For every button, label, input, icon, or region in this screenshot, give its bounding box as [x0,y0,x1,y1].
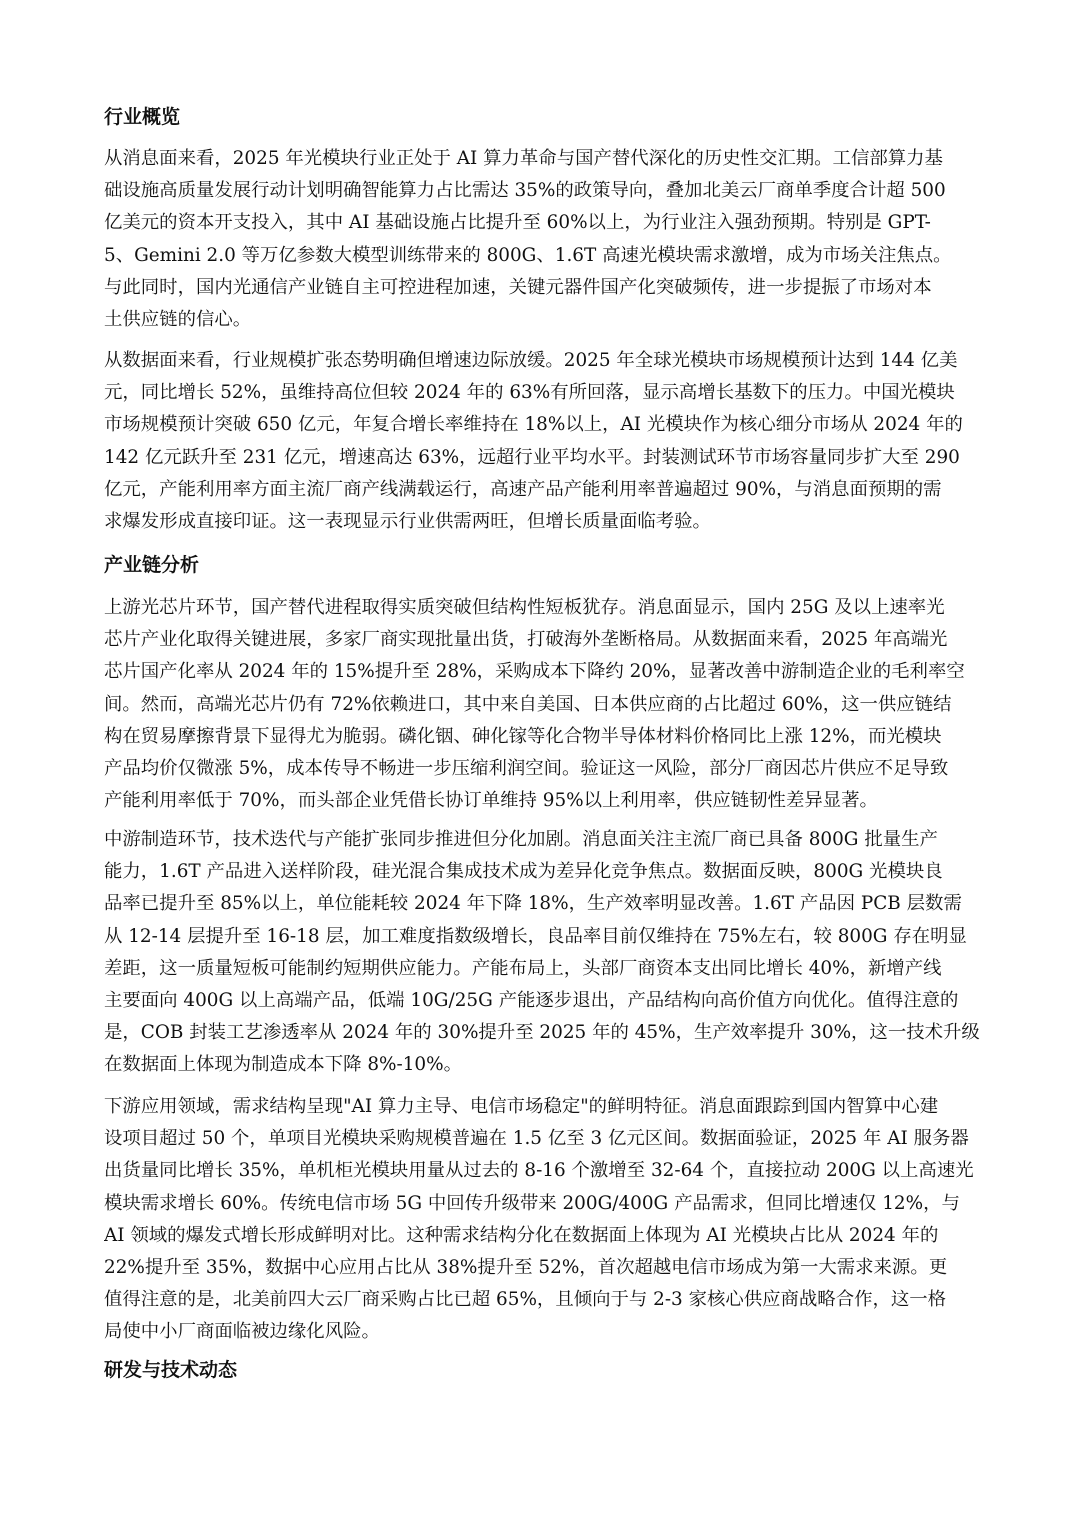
text-line: 从消息面来看，2025 年光模块行业正处于 AI 算力革命与国产替代深化的历史性交汇期。工信部算力基 [104,148,943,169]
text-line: 芯片产业化取得关键进展，多家厂商实现批量出货，打破海外垄断格局。从数据面来看，2025 年高端光 [104,629,948,651]
text-line: 构在贸易摩擦背景下显得尤为脆弱。磷化铟、砷化镓等化合物半导体材料价格同比上涨 12%，而光模块 [104,725,942,747]
text-line: 求爆发形成直接印证。这一表现显示行业供需两旺，但增长质量面临考验。 [104,510,711,532]
overview-paragraph-1 [104,143,984,336]
overview-paragraph-2 [104,345,984,538]
text-line: 础设施高质量发展行动计划明确智能算力占比需达 35%的政策导向，叠加北美云厂商单季度合计超 500 [104,180,946,202]
chain-paragraph-midstream [104,824,984,1082]
text-line: 能力，1.6T 产品进入送样阶段，硅光混合集成技术成为差异化竞争焦点。数据面反映，800G 光模块良 [104,861,943,883]
text-line: 出货量同比增长 35%，单机柜光模块用量从过去的 8-16 个激增至 32-64 个，直接拉动 200G 以上高速光 [104,1160,974,1182]
text-line: 市场规模预计突破 650 亿元，年复合增长率维持在 18%以上，AI 光模块作为核心细分市场从 2024 年的 [104,414,963,436]
section-heading-overview: 行业概览 [104,106,181,128]
text-line: 是，COB 封装工艺渗透率从 2024 年的 30%提升至 2025 年的 45%，生产效率提升 30%，这一技术升级 [104,1022,980,1044]
text-line: 局使中小厂商面临被边缘化风险。 [104,1321,380,1343]
text-line: 5、Gemini 2.0 等万亿参数大模型训练带来的 800G、1.6T 高速光模块需求激增，成为市场关注焦点。 [104,244,952,266]
text-line: 差距，这一质量短板可能制约短期供应能力。产能布局上，头部厂商资本支出同比增长 40%，新增产线 [104,957,942,979]
text-line: 142 亿元跃升至 231 亿元，增速高达 63%，远超行业平均水平。封装测试环节市场容量同步扩大至 290 [104,446,960,468]
chain-paragraph-downstream [104,1091,984,1349]
text-line: 亿美元的资本开支投入，其中 AI 基础设施占比提升至 60%以上，为行业注入强劲预期。特别是 GPT- [104,212,931,234]
section-heading-rnd: 研发与技术动态 [104,1359,238,1381]
text-line: 中游制造环节，技术迭代与产能扩张同步推进但分化加剧。消息面关注主流厂商已具备 800G 批量生产 [104,829,938,850]
text-line: 上游光芯片环节，国产替代进程取得实质突破但结构性短板犹存。消息面显示，国内 25G 及以上速率光 [104,597,945,618]
text-line: 产品均价仅微涨 5%，成本传导不畅进一步压缩利润空间。验证这一风险，部分厂商因芯片供应不足导致 [104,757,949,779]
text-line: 间。然而，高端光芯片仍有 72%依赖进口，其中来自美国、日本供应商的占比超过 60%，这一供应链结 [104,693,952,715]
text-line: 从 12-14 层提升至 16-18 层，加工难度指数级增长，良品率目前仅维持在 75%左右，较 800G 存在明显 [104,925,967,947]
text-line: 品率已提升至 85%以上，单位能耗较 2024 年下降 18%，生产效率明显改善。1.6T 产品因 PCB 层数需 [104,893,962,915]
chain-paragraph-upstream [104,592,984,817]
text-line: 下游应用领域，需求结构呈现"AI 算力主导、电信市场稳定"的鲜明特征。消息面跟踪到国内智算中心建 [104,1096,939,1117]
text-line: 土供应链的信心。 [104,308,252,330]
text-line: AI 领域的爆发式增长形成鲜明对比。这种需求结构分化在数据面上体现为 AI 光模块占比从 2024 年的 [104,1224,939,1246]
text-line: 主要面向 400G 以上高端产品，低端 10G/25G 产能逐步退出，产品结构向高价值方向优化。值得注意的 [104,989,959,1011]
section-heading-chain: 产业链分析 [104,554,200,576]
text-line: 芯片国产化率从 2024 年的 15%提升至 28%，采购成本下降约 20%，显著改善中游制造企业的毛利率空 [104,661,965,683]
text-line: 亿元，产能利用率方面主流厂商产线满载运行，高速产品产能利用率普遍超过 90%，与消息面预期的需 [104,478,942,500]
text-line: 产能利用率低于 70%，而头部企业凭借长协订单维持 95%以上利用率，供应链韧性差异显著。 [104,790,878,812]
text-line: 在数据面上体现为制造成本下降 8%-10%。 [104,1054,462,1076]
text-line: 22%提升至 35%，数据中心应用占比从 38%提升至 52%，首次超越电信市场成为第一大需求来源。更 [104,1256,948,1278]
text-line: 元，同比增长 52%，虽维持高位但较 2024 年的 63%有所回落，显示高增长基数下的压力。中国光模块 [104,382,955,404]
text-line: 设项目超过 50 个，单项目光模块采购规模普遍在 1.5 亿至 3 亿元区间。数据面验证，2025 年 AI 服务器 [104,1128,969,1150]
text-line: 模块需求增长 60%。传统电信市场 5G 中回传升级带来 200G/400G 产品需求，但同比增速仅 12%，与 [104,1192,960,1214]
text-line: 从数据面来看，行业规模扩张态势明确但增速边际放缓。2025 年全球光模块市场规模预计达到 144 亿美 [104,350,958,371]
text-line: 值得注意的是，北美前四大云厂商采购占比已超 65%，且倾向于与 2-3 家核心供应商战略合作，这一格 [104,1289,947,1311]
text-line: 与此同时，国内光通信产业链自主可控进程加速，关键元器件国产化突破频传，进一步提振了市场对本 [104,276,932,298]
